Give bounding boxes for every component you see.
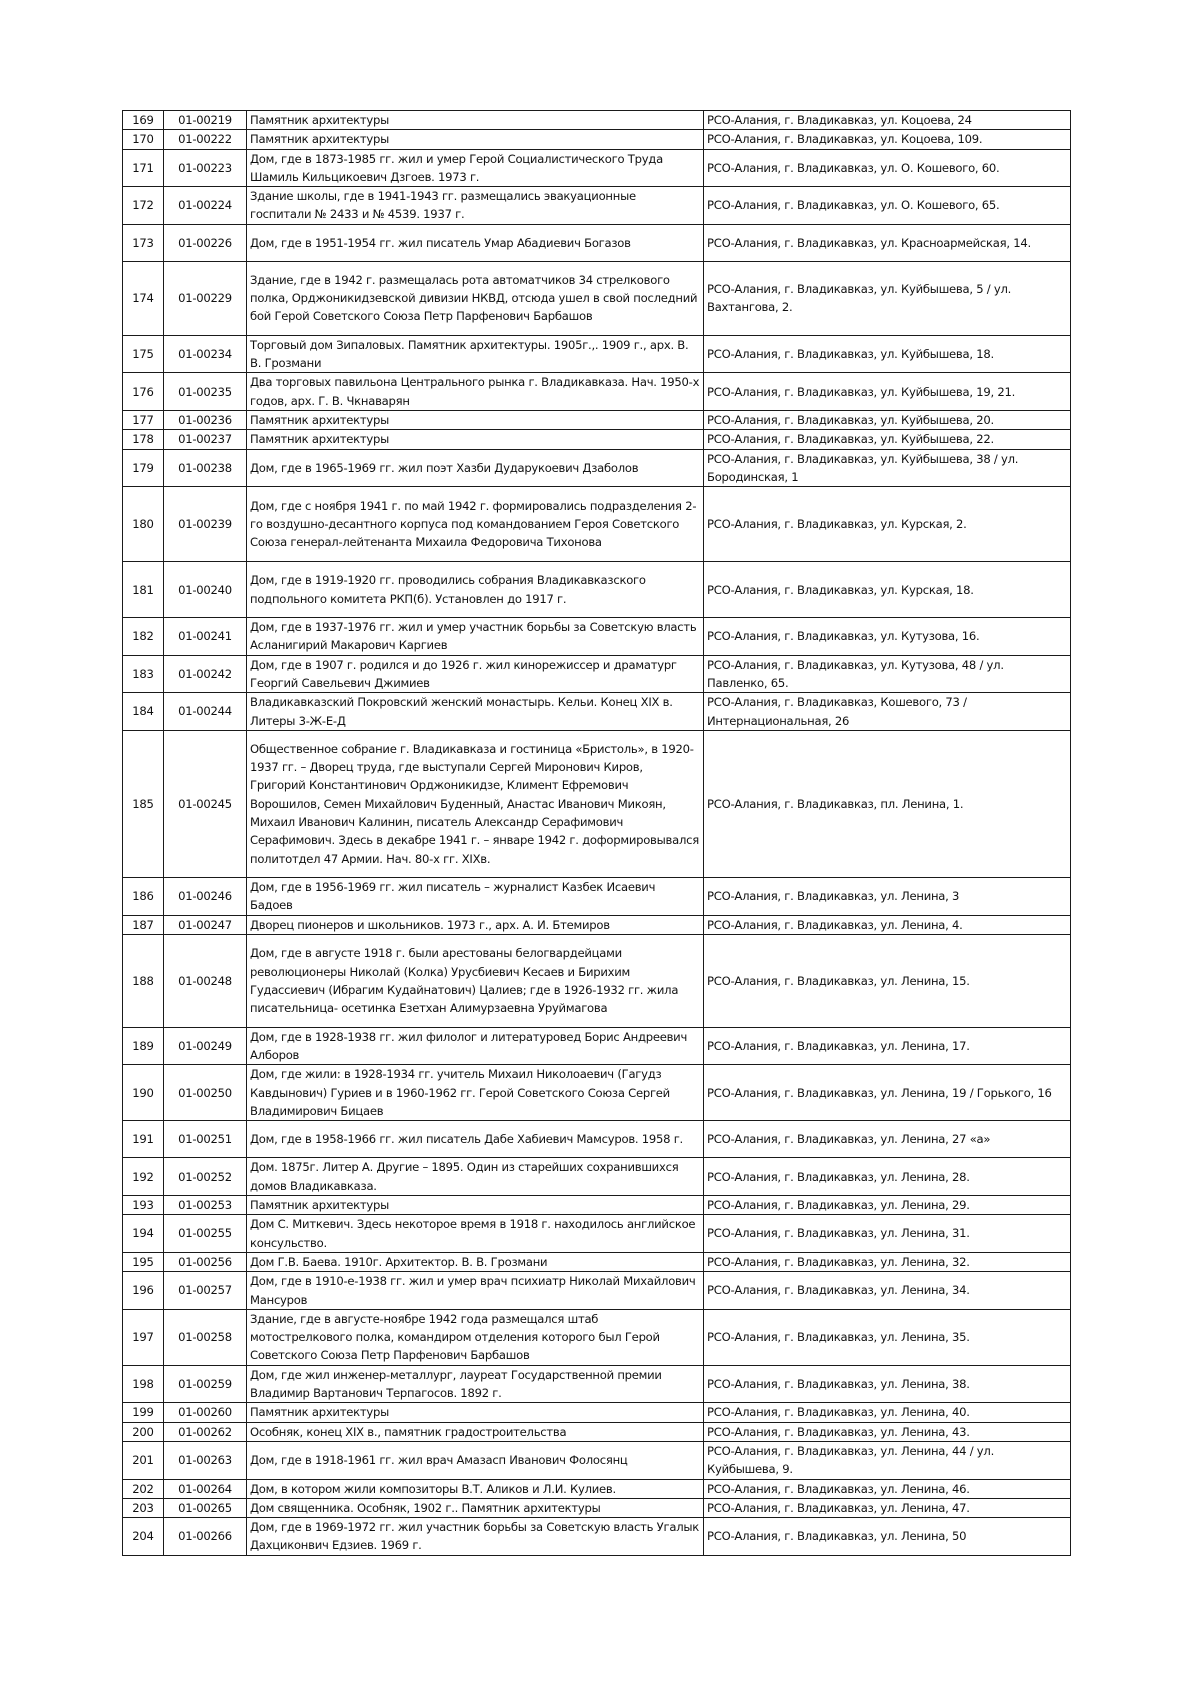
object-name-cell: Торговый дом Зипаловых. Памятник архитектуры. 1905г.,. 1909 г., арх. В. В. Грозмани (247, 335, 704, 373)
row-number-cell: 177 (123, 410, 164, 429)
row-number-cell: 188 (123, 934, 164, 1027)
object-code-cell: 01-00235 (164, 373, 247, 411)
object-address-cell: РСО-Алания, г. Владикавказ, ул. О. Кошевого, 60. (704, 149, 1071, 187)
object-address-cell: РСО-Алания, г. Владикавказ, ул. Ленина, 34. (704, 1272, 1071, 1310)
object-code-cell: 01-00236 (164, 410, 247, 429)
row-number-cell: 196 (123, 1272, 164, 1310)
object-address-cell: РСО-Алания, г. Владикавказ, ул. Ленина, 3 (704, 877, 1071, 915)
table-row (123, 1309, 1071, 1365)
object-address-cell: РСО-Алания, г. Владикавказ, пл. Ленина, 1. (704, 730, 1071, 877)
object-name-cell: Памятник архитектуры (247, 410, 704, 429)
object-code-cell: 01-00263 (164, 1441, 247, 1479)
object-address-cell: РСО-Алания, г. Владикавказ, ул. Ленина, 27 «а» (704, 1121, 1071, 1158)
row-number-cell: 172 (123, 187, 164, 225)
object-address-cell: РСО-Алания, г. Владикавказ, ул. Коцоева, 24 (704, 111, 1071, 130)
table-row (123, 1518, 1071, 1556)
object-name-cell: Дом, где в 1919-1920 гг. проводились собрания Владикавказского подпольного комитета РКП(б). Установлен до 1917 г. (247, 562, 704, 618)
table-row (123, 1027, 1071, 1065)
row-number-cell: 203 (123, 1498, 164, 1517)
object-code-cell: 01-00237 (164, 430, 247, 449)
object-name-cell: Дом, где в 1918-1961 гг. жил врач Амазасп Иванович Фолосянц (247, 1441, 704, 1479)
row-number-cell: 176 (123, 373, 164, 411)
object-address-cell: РСО-Алания, г. Владикавказ, ул. Ленина, 17. (704, 1027, 1071, 1065)
table-row (123, 1215, 1071, 1253)
object-code-cell: 01-00255 (164, 1215, 247, 1253)
table-row (123, 693, 1071, 731)
row-number-cell: 184 (123, 693, 164, 731)
object-name-cell: Дом, где в 1910-е-1938 гг. жил и умер врач психиатр Николай Михайлович Мансуров (247, 1272, 704, 1310)
object-address-cell: РСО-Алания, г. Владикавказ, ул. Куйбышева, 22. (704, 430, 1071, 449)
object-name-cell: Памятник архитектуры (247, 130, 704, 149)
registry-table-body (123, 111, 1071, 1556)
table-row (123, 1158, 1071, 1196)
object-address-cell: РСО-Алания, г. Владикавказ, ул. Коцоева, 109. (704, 130, 1071, 149)
row-number-cell: 178 (123, 430, 164, 449)
table-row (123, 430, 1071, 449)
object-name-cell: Дом, в котором жили композиторы В.Т. Аликов и Л.И. Кулиев. (247, 1479, 704, 1498)
object-code-cell: 01-00259 (164, 1365, 247, 1403)
object-code-cell: 01-00241 (164, 618, 247, 656)
row-number-cell: 189 (123, 1027, 164, 1065)
table-row (123, 449, 1071, 487)
object-address-cell: РСО-Алания, г. Владикавказ, ул. Ленина, 47. (704, 1498, 1071, 1517)
object-code-cell: 01-00222 (164, 130, 247, 149)
object-name-cell: Дом, где в 1951-1954 гг. жил писатель Умар Абадиевич Богазов (247, 224, 704, 261)
table-row (123, 149, 1071, 187)
row-number-cell: 187 (123, 915, 164, 934)
table-row (123, 1252, 1071, 1271)
table-row (123, 1272, 1071, 1310)
table-row (123, 373, 1071, 411)
row-number-cell: 181 (123, 562, 164, 618)
row-number-cell: 193 (123, 1196, 164, 1215)
row-number-cell: 180 (123, 487, 164, 562)
object-name-cell: Дом, где в 1956-1969 гг. жил писатель – журналист Казбек Исаевич Бадоев (247, 877, 704, 915)
object-name-cell: Дом, где в 1907 г. родился и до 1926 г. жил кинорежиссер и драматург Георгий Савельевич Джимиев (247, 655, 704, 693)
table-row (123, 335, 1071, 373)
table-row (123, 1422, 1071, 1441)
row-number-cell: 169 (123, 111, 164, 130)
object-code-cell: 01-00248 (164, 934, 247, 1027)
object-code-cell: 01-00252 (164, 1158, 247, 1196)
table-row (123, 655, 1071, 693)
object-name-cell: Дом священника. Особняк, 1902 г.. Памятник архитектуры (247, 1498, 704, 1517)
row-number-cell: 174 (123, 261, 164, 335)
object-name-cell: Дом Г.В. Баева. 1910г. Архитектор. В. В. Грозмани (247, 1252, 704, 1271)
object-code-cell: 01-00240 (164, 562, 247, 618)
table-row (123, 410, 1071, 429)
object-code-cell: 01-00262 (164, 1422, 247, 1441)
table-row (123, 224, 1071, 261)
object-address-cell: РСО-Алания, г. Владикавказ, ул. Кутузова, 16. (704, 618, 1071, 656)
object-address-cell: РСО-Алания, г. Владикавказ, ул. Ленина, 46. (704, 1479, 1071, 1498)
row-number-cell: 183 (123, 655, 164, 693)
row-number-cell: 179 (123, 449, 164, 487)
object-code-cell: 01-00238 (164, 449, 247, 487)
table-row (123, 1498, 1071, 1517)
object-code-cell: 01-00253 (164, 1196, 247, 1215)
object-address-cell: РСО-Алания, г. Владикавказ, ул. Кутузова, 48 / ул. Павленко, 65. (704, 655, 1071, 693)
object-code-cell: 01-00245 (164, 730, 247, 877)
object-name-cell: Дом, где в 1969-1972 гг. жил участник борьбы за Советскую власть Угалык Дахциконвич Едзиев. 1969 г. (247, 1518, 704, 1556)
object-address-cell: РСО-Алания, г. Владикавказ, ул. Куйбышева, 18. (704, 335, 1071, 373)
object-address-cell: РСО-Алания, г. Владикавказ, ул. Ленина, 35. (704, 1309, 1071, 1365)
object-name-cell: Общественное собрание г. Владикавказа и гостиница «Бристоль», в 1920-1937 гг. – Дворец труда, где выступали Сергей Миронович Киров, Григорий Константинович Орджоникидзе, Климент Ефремович Ворошилов, Семен Михайлович Буденный, Анастас Иванович Микоян, Михаил Иванович Калинин, писатель Александр Серафимович Серафимович. Здесь в декабре 1941 г. – январе 1942 г. доформировывался политотдел 47 Армии. Нач. 80-х гг. XIXв. (247, 730, 704, 877)
row-number-cell: 197 (123, 1309, 164, 1365)
object-code-cell: 01-00244 (164, 693, 247, 731)
row-number-cell: 199 (123, 1403, 164, 1422)
row-number-cell: 204 (123, 1518, 164, 1556)
row-number-cell: 186 (123, 877, 164, 915)
object-address-cell: РСО-Алания, г. Владикавказ, ул. Куйбышева, 20. (704, 410, 1071, 429)
table-row (123, 1065, 1071, 1121)
row-number-cell: 202 (123, 1479, 164, 1498)
object-code-cell: 01-00224 (164, 187, 247, 225)
object-name-cell: Дом, где в 1937-1976 гг. жил и умер участник борьбы за Советскую власть Асланигирий Макарович Каргиев (247, 618, 704, 656)
row-number-cell: 195 (123, 1252, 164, 1271)
table-row (123, 915, 1071, 934)
object-name-cell: Памятник архитектуры (247, 1196, 704, 1215)
object-code-cell: 01-00266 (164, 1518, 247, 1556)
object-address-cell: РСО-Алания, г. Владикавказ, ул. Куйбышева, 38 / ул. Бородинская, 1 (704, 449, 1071, 487)
object-name-cell: Дом, где жил инженер-металлург, лауреат Государственной премии Владимир Вартанович Терпагосов. 1892 г. (247, 1365, 704, 1403)
row-number-cell: 198 (123, 1365, 164, 1403)
object-address-cell: РСО-Алания, г. Владикавказ, ул. Куйбышева, 5 / ул. Вахтангова, 2. (704, 261, 1071, 335)
object-code-cell: 01-00246 (164, 877, 247, 915)
object-address-cell: РСО-Алания, г. Владикавказ, ул. Курская, 2. (704, 487, 1071, 562)
object-name-cell: Здание, где в августе-ноябре 1942 года размещался штаб мотострелкового полка, командиром отделения которого был Герой Советского Союза Петр Парфенович Барбашов (247, 1309, 704, 1365)
object-name-cell: Здание, где в 1942 г. размещалась рота автоматчиков 34 стрелкового полка, Орджоникидзевской дивизии НКВД, отсюда ушел в свой последний бой Герой Советского Союза Петр Парфенович Барбашов (247, 261, 704, 335)
object-name-cell: Памятник архитектуры (247, 430, 704, 449)
object-name-cell: Памятник архитектуры (247, 1403, 704, 1422)
row-number-cell: 201 (123, 1441, 164, 1479)
table-row (123, 1479, 1071, 1498)
object-code-cell: 01-00260 (164, 1403, 247, 1422)
table-row (123, 562, 1071, 618)
table-row (123, 1441, 1071, 1479)
row-number-cell: 171 (123, 149, 164, 187)
object-code-cell: 01-00258 (164, 1309, 247, 1365)
table-row (123, 934, 1071, 1027)
object-address-cell: РСО-Алания, г. Владикавказ, ул. Ленина, 40. (704, 1403, 1071, 1422)
table-row (123, 487, 1071, 562)
object-name-cell: Дом. 1875г. Литер А. Другие – 1895. Один из старейших сохранившихся домов Владикавказа. (247, 1158, 704, 1196)
object-name-cell: Два торговых павильона Центрального рынка г. Владикавказа. Нач. 1950-х годов, арх. Г. В. Чкнаварян (247, 373, 704, 411)
object-name-cell: Дворец пионеров и школьников. 1973 г., арх. А. И. Бтемиров (247, 915, 704, 934)
table-row (123, 1196, 1071, 1215)
object-address-cell: РСО-Алания, г. Владикавказ, ул. Ленина, 4. (704, 915, 1071, 934)
object-address-cell: РСО-Алания, г. Владикавказ, ул. Ленина, 38. (704, 1365, 1071, 1403)
object-address-cell: РСО-Алания, г. Владикавказ, ул. Ленина, 32. (704, 1252, 1071, 1271)
table-row (123, 1121, 1071, 1158)
object-code-cell: 01-00239 (164, 487, 247, 562)
object-code-cell: 01-00251 (164, 1121, 247, 1158)
table-row (123, 618, 1071, 656)
object-code-cell: 01-00250 (164, 1065, 247, 1121)
object-code-cell: 01-00249 (164, 1027, 247, 1065)
object-address-cell: РСО-Алания, г. Владикавказ, ул. Ленина, 43. (704, 1422, 1071, 1441)
row-number-cell: 191 (123, 1121, 164, 1158)
row-number-cell: 175 (123, 335, 164, 373)
object-code-cell: 01-00256 (164, 1252, 247, 1271)
table-row (123, 1403, 1071, 1422)
object-name-cell: Дом, где жили: в 1928-1934 гг. учитель Михаил Николоаевич (Гагудз Кавдынович) Гуриев и в 1960-1962 гг. Герой Советского Союза Сергей Владимирович Бицаев (247, 1065, 704, 1121)
object-address-cell: РСО-Алания, г. Владикавказ, ул. Ленина, 44 / ул. Куйбышева, 9. (704, 1441, 1071, 1479)
object-code-cell: 01-00257 (164, 1272, 247, 1310)
object-name-cell: Памятник архитектуры (247, 111, 704, 130)
object-name-cell: Дом, где в 1873-1985 гг. жил и умер Герой Социалистического Труда Шамиль Кильцикоевич Дзгоев. 1973 г. (247, 149, 704, 187)
object-address-cell: РСО-Алания, г. Владикавказ, ул. Ленина, 31. (704, 1215, 1071, 1253)
object-name-cell: Здание школы, где в 1941-1943 гг. размещались эвакуационные госпитали № 2433 и № 4539. 1937 г. (247, 187, 704, 225)
object-address-cell: РСО-Алания, г. Владикавказ, ул. Куйбышева, 19, 21. (704, 373, 1071, 411)
table-row (123, 130, 1071, 149)
object-address-cell: РСО-Алания, г. Владикавказ, ул. Ленина, 15. (704, 934, 1071, 1027)
object-code-cell: 01-00226 (164, 224, 247, 261)
table-row (123, 730, 1071, 877)
object-code-cell: 01-00223 (164, 149, 247, 187)
row-number-cell: 194 (123, 1215, 164, 1253)
table-row (123, 877, 1071, 915)
object-address-cell: РСО-Алания, г. Владикавказ, ул. Ленина, 19 / Горького, 16 (704, 1065, 1071, 1121)
row-number-cell: 200 (123, 1422, 164, 1441)
row-number-cell: 185 (123, 730, 164, 877)
object-code-cell: 01-00234 (164, 335, 247, 373)
object-code-cell: 01-00242 (164, 655, 247, 693)
object-address-cell: РСО-Алания, г. Владикавказ, Кошевого, 73 / Интернациональная, 26 (704, 693, 1071, 731)
object-name-cell: Особняк, конец XIX в., памятник градостроительства (247, 1422, 704, 1441)
object-name-cell: Дом, где с ноября 1941 г. по май 1942 г. формировались подразделения 2-го воздушно-десантного корпуса под командованием Героя Советского Союза генерал-лейтенанта Михаила Федоровича Тихонова (247, 487, 704, 562)
object-address-cell: РСО-Алания, г. Владикавказ, ул. Ленина, 29. (704, 1196, 1071, 1215)
object-code-cell: 01-00247 (164, 915, 247, 934)
table-row (123, 261, 1071, 335)
row-number-cell: 170 (123, 130, 164, 149)
table-row (123, 187, 1071, 225)
monuments-registry-table (122, 110, 1071, 1556)
object-name-cell: Дом, где в 1965-1969 гг. жил поэт Хазби Дударукоевич Дзаболов (247, 449, 704, 487)
object-code-cell: 01-00229 (164, 261, 247, 335)
object-name-cell: Владикавказский Покровский женский монастырь. Кельи. Конец XIX в. Литеры 3-Ж-Е-Д (247, 693, 704, 731)
object-name-cell: Дом, где в 1928-1938 гг. жил филолог и литературовед Борис Андреевич Алборов (247, 1027, 704, 1065)
object-address-cell: РСО-Алания, г. Владикавказ, ул. О. Кошевого, 65. (704, 187, 1071, 225)
object-address-cell: РСО-Алания, г. Владикавказ, ул. Красноармейская, 14. (704, 224, 1071, 261)
row-number-cell: 173 (123, 224, 164, 261)
table-row (123, 111, 1071, 130)
object-code-cell: 01-00219 (164, 111, 247, 130)
table-row (123, 1365, 1071, 1403)
row-number-cell: 192 (123, 1158, 164, 1196)
object-address-cell: РСО-Алания, г. Владикавказ, ул. Ленина, 50 (704, 1518, 1071, 1556)
row-number-cell: 182 (123, 618, 164, 656)
object-name-cell: Дом С. Миткевич. Здесь некоторое время в 1918 г. находилось английское консульство. (247, 1215, 704, 1253)
object-code-cell: 01-00265 (164, 1498, 247, 1517)
object-name-cell: Дом, где в 1958-1966 гг. жил писатель Дабе Хабиевич Мамсуров. 1958 г. (247, 1121, 704, 1158)
object-address-cell: РСО-Алания, г. Владикавказ, ул. Курская, 18. (704, 562, 1071, 618)
row-number-cell: 190 (123, 1065, 164, 1121)
object-address-cell: РСО-Алания, г. Владикавказ, ул. Ленина, 28. (704, 1158, 1071, 1196)
object-code-cell: 01-00264 (164, 1479, 247, 1498)
object-name-cell: Дом, где в августе 1918 г. были арестованы белогвардейцами революционеры Николай (Колка) Урусбиевич Кесаев и Бирихим Гудассиевич (Ибрагим Кудайнатович) Цалиев; где в 1926-1932 гг. жила писательница- осетинка Езетхан Алимурзаевна Уруймагова (247, 934, 704, 1027)
